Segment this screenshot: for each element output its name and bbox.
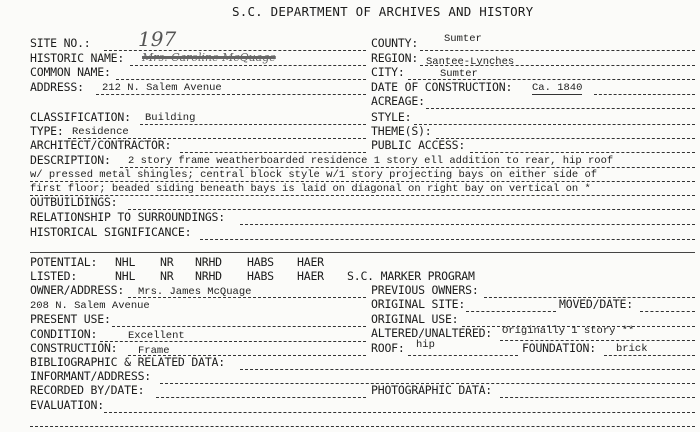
potential-label: POTENTIAL:	[30, 255, 98, 269]
previous-owners-label: PREVIOUS OWNERS:	[371, 283, 479, 297]
relationship-label: RELATIONSHIP TO SURROUNDINGS:	[30, 210, 225, 224]
photographic-label: PHOTOGRAPHIC DATA:	[371, 383, 493, 397]
marker-program: S.C. MARKER PROGRAM	[347, 269, 475, 283]
classification-line	[140, 124, 366, 125]
acreage-line	[426, 108, 695, 109]
public-access-line	[470, 152, 695, 153]
roof-label: ROOF:	[371, 341, 405, 355]
date-construction-value: Ca. 1840	[532, 82, 583, 94]
themes-label: THEME(S):	[371, 124, 432, 138]
listed-haer[interactable]: HAER	[297, 269, 324, 283]
listed-habs[interactable]: HABS	[247, 269, 274, 283]
description-line3: first floor; beaded siding beneath bays is laid on diagonal on right bay on vertical on *	[30, 183, 591, 195]
listed-nrhd[interactable]: NRHD	[195, 269, 222, 283]
description-line1: 2 story frame weatherboarded residence 1 story ell addition to rear, hip roof	[128, 155, 614, 167]
foundation-line	[604, 355, 695, 356]
county-line	[420, 50, 695, 51]
listed-nr[interactable]: NR	[160, 269, 174, 283]
historic-name-line	[130, 65, 366, 66]
description-rule1	[120, 167, 695, 168]
architect-line	[180, 152, 366, 153]
classification-value: Building	[145, 112, 196, 124]
roof-line	[408, 355, 518, 356]
classification-label: CLASSIFICATION:	[30, 110, 131, 124]
recorded-by-line	[156, 397, 366, 398]
photographic-line	[500, 397, 695, 398]
description-label: DESCRIPTION:	[30, 153, 111, 167]
description-rule2	[30, 181, 695, 182]
condition-line	[100, 341, 366, 342]
foundation-label: FOUNDATION:	[522, 341, 596, 355]
city-value: Sumter	[440, 68, 478, 80]
historic-name-label: HISTORIC NAME:	[30, 51, 125, 65]
site-no-value: 197	[138, 27, 177, 51]
county-label: COUNTY:	[371, 36, 419, 50]
outbuildings-label: OUTBUILDINGS:	[30, 195, 118, 209]
listed-nhl[interactable]: NHL	[115, 269, 136, 283]
listed-label: LISTED:	[30, 269, 78, 283]
address-value: 212 N. Salem Avenue	[102, 82, 222, 94]
common-name-label: COMMON NAME:	[30, 65, 111, 79]
foundation-value: brick	[616, 343, 648, 355]
form-title: S.C. DEPARTMENT OF ARCHIVES AND HISTORY	[232, 4, 534, 19]
historical-significance-label: HISTORICAL SIGNIFICANCE:	[30, 225, 192, 239]
section-divider	[30, 252, 695, 253]
public-access-label: PUBLIC ACCESS:	[371, 138, 466, 152]
address-label: ADDRESS:	[30, 80, 84, 94]
owner-line	[128, 297, 366, 298]
present-use-line	[112, 326, 366, 327]
historical-significance-line	[200, 239, 695, 240]
relationship-line	[240, 224, 695, 225]
type-label: TYPE:	[30, 124, 64, 138]
common-name-line	[116, 79, 366, 80]
condition-label: CONDITION:	[30, 327, 98, 341]
themes-line	[436, 138, 695, 139]
owner-value: Mrs. James McQuage	[138, 286, 252, 298]
informant-label: INFORMANT/ADDRESS:	[30, 369, 152, 383]
potential-haer[interactable]: HAER	[297, 255, 324, 269]
evaluation-line-2	[30, 426, 695, 427]
construction-value: Frame	[138, 345, 170, 357]
date-construction-line	[594, 94, 695, 95]
architect-label: ARCHITECT/CONTRACTOR:	[30, 138, 172, 152]
region-label: REGION:	[371, 51, 419, 65]
altered-value: Originally 1 story **	[502, 325, 635, 337]
roof-value: hip	[416, 339, 435, 351]
moved-date-label: MOVED/DATE:	[559, 297, 633, 311]
original-use-label: ORIGINAL USE:	[371, 312, 459, 326]
description-line2: w/ pressed metal shingles; central block style w/1 story projecting bays on either side of	[30, 169, 598, 181]
date-construction-label: DATE OF CONSTRUCTION:	[371, 80, 513, 94]
moved-date-line	[640, 311, 695, 312]
evaluation-label: EVALUATION:	[30, 398, 104, 412]
site-no-label: SITE NO.:	[30, 36, 91, 50]
potential-nr[interactable]: NR	[160, 255, 174, 269]
recorded-by-label: RECORDED BY/DATE:	[30, 383, 145, 397]
description-rule3	[30, 195, 695, 196]
evaluation-line	[104, 412, 695, 413]
bibliographic-label: BIBLIOGRAPHIC & RELATED DATA:	[30, 355, 225, 369]
style-line	[414, 124, 695, 125]
original-site-label: ORIGINAL SITE:	[371, 297, 466, 311]
style-label: STYLE:	[371, 110, 412, 124]
acreage-label: ACREAGE:	[371, 94, 425, 108]
region-line	[420, 65, 695, 66]
owner-label: OWNER/ADDRESS:	[30, 283, 125, 297]
potential-nhl[interactable]: NHL	[115, 255, 136, 269]
altered-label: ALTERED/UNALTERED:	[371, 326, 493, 340]
condition-value: Excellent	[128, 330, 185, 342]
owner-address: 208 N. Salem Avenue	[30, 300, 150, 312]
bibliographic-line	[240, 369, 695, 370]
city-label: CITY:	[371, 65, 405, 79]
historic-name-value: Mrs. Caroline McQuage	[142, 51, 276, 64]
original-site-line	[466, 311, 556, 312]
type-value: Residence	[72, 126, 129, 138]
address-line	[96, 94, 366, 95]
county-value: Sumter	[444, 33, 482, 45]
construction-label: CONSTRUCTION:	[30, 341, 118, 355]
potential-habs[interactable]: HABS	[247, 255, 274, 269]
region-value: Santee-Lynches	[426, 56, 515, 68]
present-use-label: PRESENT USE:	[30, 312, 111, 326]
potential-nrhd[interactable]: NRHD	[195, 255, 222, 269]
